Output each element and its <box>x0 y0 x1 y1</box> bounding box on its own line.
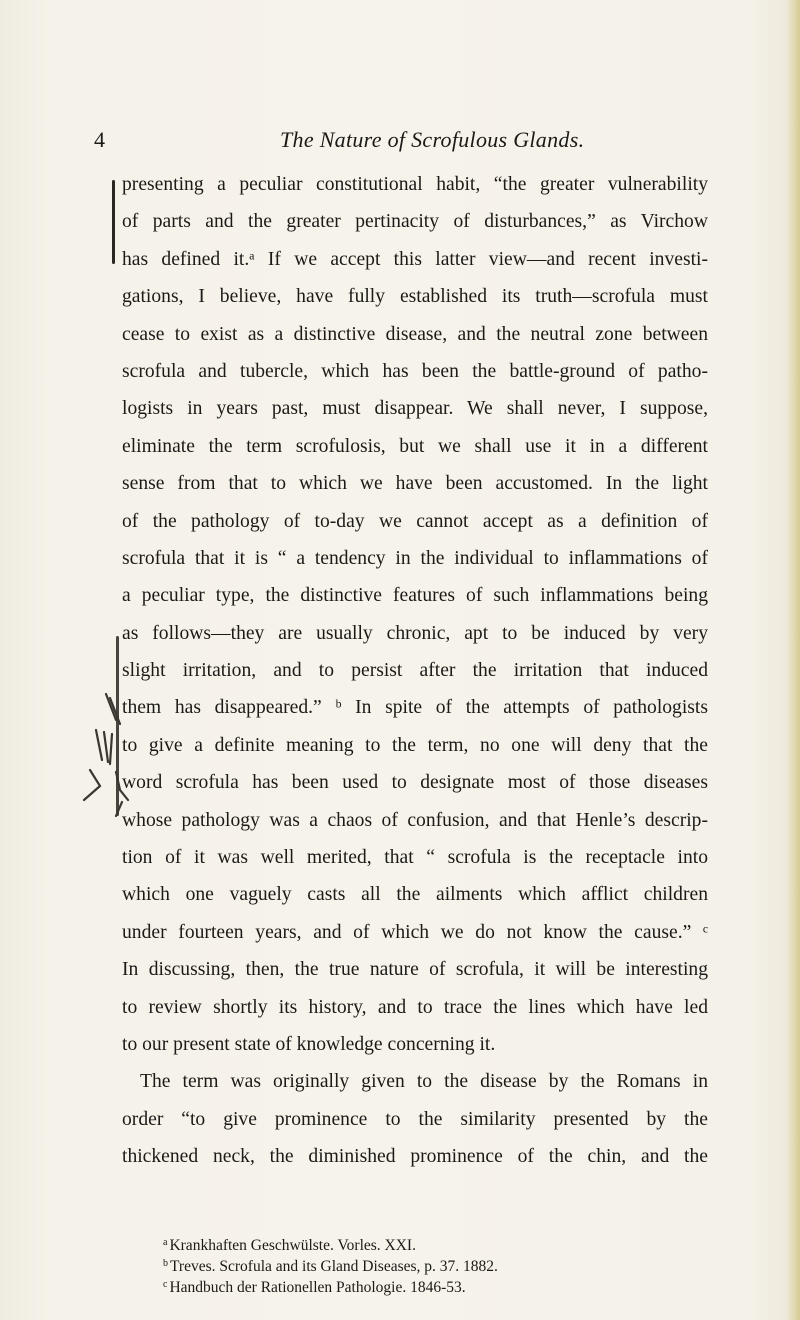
text-line: presenting a peculiar constitutional habit, “the greater vulnerability <box>122 174 708 195</box>
text-line: gations, I believe, have fully established its truth—scrofula must <box>122 286 708 308</box>
text-line: thickened neck, the diminished prominence of the chin, and the <box>122 1146 708 1168</box>
footnote-b <box>163 1253 723 1274</box>
text-line: to our present state of knowledge concerning it. <box>122 1033 496 1055</box>
text-line: as follows—they are usually chronic, apt to be induced by very <box>122 622 708 644</box>
text-line: to review shortly its history, and to trace the lines which have led <box>122 996 708 1018</box>
footnote-marker: b <box>163 1258 168 1269</box>
text-line: The term was originally given to the disease by the Romans in <box>140 1071 708 1093</box>
footnote-marker: c <box>163 1279 168 1290</box>
text-line: whose pathology was a chaos of confusion, and that Henle’s descrip- <box>122 809 708 831</box>
page-number: 4 <box>94 127 105 152</box>
text-line: of the pathology of to-day we cannot accept as a definition of <box>122 510 708 532</box>
page-edge-shadow <box>786 0 800 1320</box>
text-line: In discussing, then, the true nature of scrofula, it will be interesting <box>122 959 708 981</box>
footnote-text: Handbuch der Rationellen Pathologie. 1846-53. <box>169 1279 466 1296</box>
text-line: of parts and the greater pertinacity of disturbances,” as Virchow <box>122 211 708 233</box>
footnote-a <box>163 1232 723 1253</box>
footnotes <box>163 1232 723 1295</box>
text-line: tion of it was well merited, that “ scrofula is the receptacle into <box>122 847 708 869</box>
text-line: order “to give prominence to the similarity presented by the <box>122 1108 708 1130</box>
text-line: a peculiar type, the distinctive features of such inflammations being <box>122 585 708 607</box>
text-line: sense from that to which we have been accustomed. In the light <box>122 473 708 495</box>
page-header <box>94 126 694 158</box>
text-line: slight irritation, and to persist after the irritation that induced <box>122 660 708 682</box>
text-line: scrofula and tubercle, which has been the battle-ground of patho- <box>122 360 708 382</box>
text-line: to give a definite meaning to the term, no one will deny that the <box>122 734 708 756</box>
body-text <box>122 166 708 1176</box>
running-title: The Nature of Scrofulous Glands. <box>280 127 585 152</box>
footnote-marker: a <box>163 1237 168 1248</box>
text-line: has defined it.ᵃ If we accept this latter view—and recent investi- <box>122 248 708 270</box>
text-line: under fourteen years, and of which we do not know the cause.” ᶜ <box>122 921 708 943</box>
text-line: them has disappeared.” ᵇ In spite of the attempts of pathologists <box>122 697 708 719</box>
footnote-c <box>163 1274 723 1295</box>
text-line: logists in years past, must disappear. We shall never, I suppose, <box>122 398 708 420</box>
text-line: scrofula that it is “ a tendency in the individual to inflammations of <box>122 547 708 569</box>
text-line: eliminate the term scrofulosis, but we shall use it in a different <box>122 435 708 457</box>
footnote-text: Krankhaften Geschwülste. Vorles. XXI. <box>169 1237 416 1254</box>
margin-bracket-mark <box>112 180 115 264</box>
footnote-text: Treves. Scrofula and its Gland Diseases, p. 37. 1882. <box>170 1258 498 1275</box>
text-line: word scrofula has been used to designate most of those diseases <box>122 772 708 794</box>
text-line: cease to exist as a distinctive disease, and the neutral zone between <box>122 323 708 345</box>
text-line: which one vaguely casts all the ailments which afflict children <box>122 884 708 906</box>
